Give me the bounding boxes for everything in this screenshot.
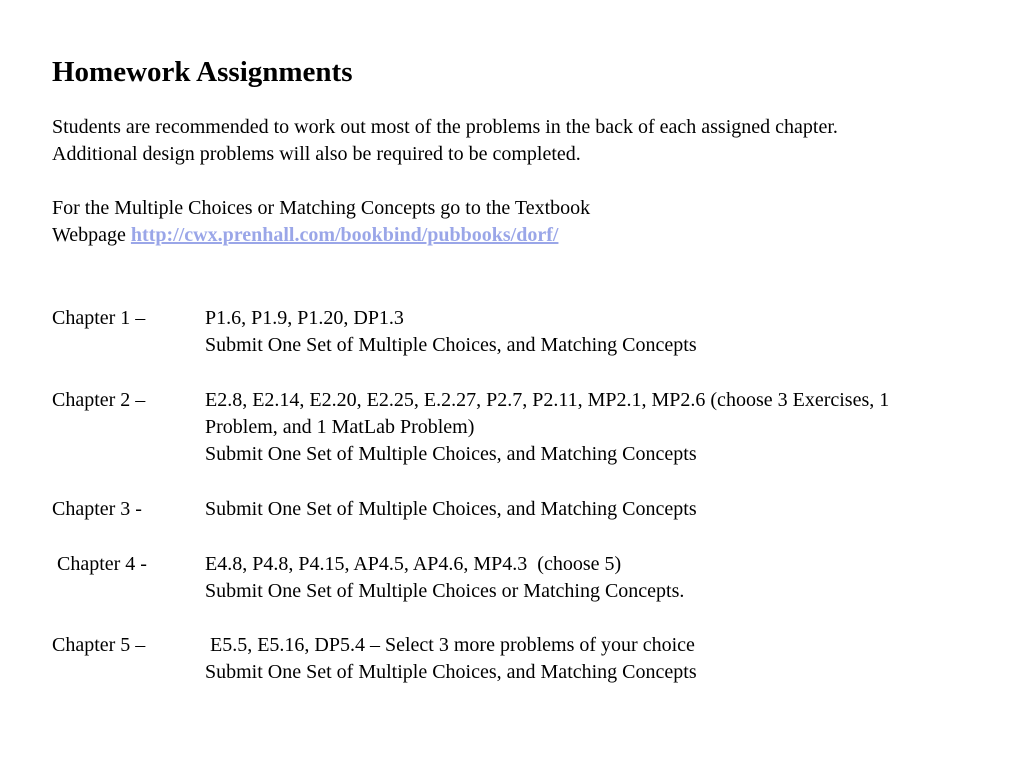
chapter-1-label: Chapter 1 – <box>52 307 146 329</box>
intro-line-1: Students are recommended to work out most of the problems in the back of each assigned chapter. <box>52 116 838 138</box>
chapter-4-line-2: Submit One Set of Multiple Choices or Matching Concepts. <box>205 580 685 602</box>
page-title: Homework Assignments <box>52 56 353 88</box>
chapter-2-line-3: Submit One Set of Multiple Choices, and Matching Concepts <box>205 443 697 465</box>
textbook-line-1: For the Multiple Choices or Matching Concepts go to the Textbook <box>52 197 591 219</box>
chapter-1-line-2: Submit One Set of Multiple Choices, and Matching Concepts <box>205 334 697 356</box>
textbook-link[interactable]: http://cwx.prenhall.com/bookbind/pubbooks/dorf/ <box>130 224 559 246</box>
chapter-4-line-1: E4.8, P4.8, P4.15, AP4.5, AP4.6, MP4.3 (choose 5) <box>205 553 622 575</box>
chapter-2-line-2: Problem, and 1 MatLab Problem) <box>205 416 475 438</box>
chapter-3-label: Chapter 3 - <box>52 498 142 520</box>
textbook-line-2 <box>52 222 558 249</box>
intro-line-2: Additional design problems will also be required to be completed. <box>52 143 581 165</box>
chapter-5-line-2: Submit One Set of Multiple Choices, and Matching Concepts <box>205 661 697 683</box>
chapter-4-label: Chapter 4 - <box>52 553 147 575</box>
chapter-5-label: Chapter 5 – <box>52 634 146 656</box>
chapter-2-line-1: E2.8, E2.14, E2.20, E2.25, E.2.27, P2.7, P2.11, MP2.1, MP2.6 (choose 3 Exercises, 1 <box>205 389 890 411</box>
chapter-1-line-1: P1.6, P1.9, P1.20, DP1.3 <box>205 307 404 329</box>
chapter-5-line-1: E5.5, E5.16, DP5.4 – Select 3 more problems of your choice <box>205 634 695 656</box>
textbook-prefix: Webpage <box>52 224 131 246</box>
chapter-3-line-1: Submit One Set of Multiple Choices, and Matching Concepts <box>205 498 697 520</box>
chapter-2-label: Chapter 2 – <box>52 389 146 411</box>
